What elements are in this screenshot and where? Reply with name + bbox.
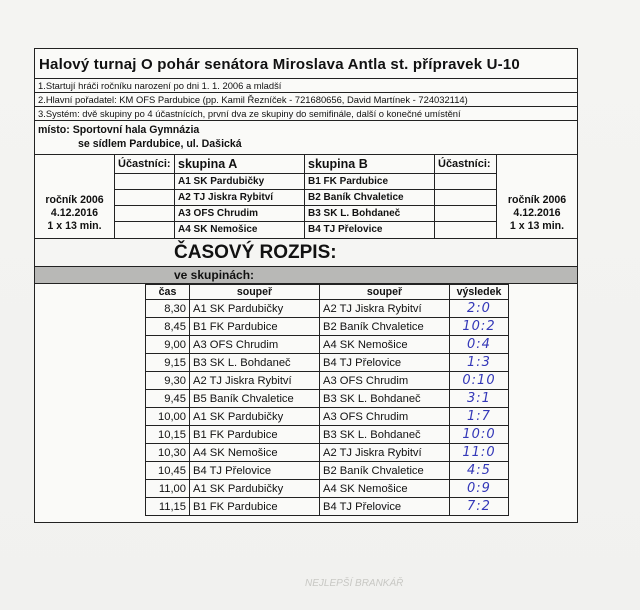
group-b-title: skupina B [305,155,434,174]
match-team1: B1 FK Pardubice [190,498,320,516]
group-a-team: A2 TJ Jiskra Rybitví [175,190,304,206]
match-result: 11:0 [450,444,509,462]
match-team1: A2 TJ Jiskra Rybitví [190,372,320,390]
match-team2: A3 OFS Chrudim [320,408,450,426]
info-line-3: 3.Systém: dvě skupiny po 4 účastnících, první dva ze skupiny do semifinále, další o konečné umístění [35,107,577,121]
venue-line-1: místo: Sportovní hala Gymnázia [38,124,200,136]
document-title: Halový turnaj O pohár senátora Miroslava Antla st. přípravek U-10 [35,49,577,79]
group-a-title: skupina A [175,155,304,174]
match-row [146,480,509,498]
schedule-heading: ČASOVÝ ROZPIS: [35,239,577,267]
participants-col-right [435,155,497,238]
info-line-1: 1.Startují hráči ročníku narození po dni 1. 1. 2006 a mladší [35,79,577,93]
group-a-team: A3 OFS Chrudim [175,206,304,222]
match-team2: B2 Baník Chvaletice [320,318,450,336]
group-b-team: B3 SK L. Bohdaneč [305,206,434,222]
match-row [146,498,509,516]
match-team1: A1 SK Pardubičky [190,408,320,426]
match-team1: A1 SK Pardubičky [190,300,320,318]
col-header-team2: soupeř [320,285,450,300]
match-result: 4:5 [450,462,509,480]
group-b-team: B1 FK Pardubice [305,174,434,190]
year-left: ročník 2006 4.12.2016 1 x 13 min. [45,194,104,232]
participants-label-right: Účastníci: [435,155,496,174]
match-time: 9,45 [146,390,190,408]
match-time: 10,00 [146,408,190,426]
groups-grid [35,155,577,239]
match-team1: A4 SK Nemošice [190,444,320,462]
year-right: ročník 2006 4.12.2016 1 x 13 min. [507,194,567,232]
participants-col-left [115,155,175,238]
match-row [146,300,509,318]
match-team1: B3 SK L. Bohdaneč [190,354,320,372]
participants-label-left: Účastníci: [115,155,174,174]
document [34,48,578,523]
match-time: 9,30 [146,372,190,390]
match-team2: A3 OFS Chrudim [320,372,450,390]
match-result: 10:2 [450,318,509,336]
match-schedule-table [145,284,509,516]
col-header-team1: soupeř [190,285,320,300]
match-team2: B3 SK L. Bohdaneč [320,426,450,444]
group-a-team: A4 SK Nemošice [178,224,258,235]
match-team2: A4 SK Nemošice [320,336,450,354]
match-row [146,336,509,354]
match-row [146,372,509,390]
match-team1: B4 TJ Přelovice [190,462,320,480]
match-row [146,462,509,480]
match-result: 0:9 [450,480,509,498]
match-team2: B4 TJ Přelovice [320,354,450,372]
match-team2: B4 TJ Přelovice [320,498,450,516]
match-result: 7:2 [450,498,509,516]
match-result: 1:7 [450,408,509,426]
left-year-col [35,155,115,238]
match-time: 10,45 [146,462,190,480]
match-result: 1:3 [450,354,509,372]
group-a-col [175,155,305,238]
match-team2: A4 SK Nemošice [320,480,450,498]
schedule-subheading: ve skupinách: [35,267,577,284]
table-header-row [146,285,509,300]
match-row [146,408,509,426]
match-team2: A2 TJ Jiskra Rybitví [320,444,450,462]
group-b-team: B4 TJ Přelovice [308,224,383,235]
match-team1: B1 FK Pardubice [190,426,320,444]
match-team2: B3 SK L. Bohdaneč [320,390,450,408]
match-team2: A2 TJ Jiskra Rybitví [320,300,450,318]
venue-block [35,121,577,155]
group-b-team: B2 Baník Chvaletice [305,190,434,206]
col-header-result: výsledek [450,285,509,300]
bleed-through-text: NEJLEPŠÍ BRANKÁŘ [305,578,404,589]
match-time: 11,00 [146,480,190,498]
match-result: 0:10 [450,372,509,390]
match-team1: A3 OFS Chrudim [190,336,320,354]
match-result: 0:4 [450,336,509,354]
match-result: 10:0 [450,426,509,444]
match-row [146,444,509,462]
match-row [146,390,509,408]
match-team1: B5 Baník Chvaletice [190,390,320,408]
col-header-time: čas [146,285,190,300]
group-b-col [305,155,435,238]
match-row [146,354,509,372]
match-team1: B1 FK Pardubice [190,318,320,336]
match-row [146,318,509,336]
match-result: 3:1 [450,390,509,408]
match-result: 2:0 [450,300,509,318]
match-time: 8,30 [146,300,190,318]
match-time: 11,15 [146,498,190,516]
match-time: 8,45 [146,318,190,336]
info-line-2: 2.Hlavní pořadatel: KM OFS Pardubice (pp. Kamil Řezníček - 721680656, David Martínek - 724032114) [35,93,577,107]
match-time: 9,00 [146,336,190,354]
match-row [146,426,509,444]
match-time: 9,15 [146,354,190,372]
match-time: 10,30 [146,444,190,462]
match-team1: A1 SK Pardubičky [190,480,320,498]
group-a-team: A1 SK Pardubičky [175,174,304,190]
match-team2: B2 Baník Chvaletice [320,462,450,480]
match-time: 10,15 [146,426,190,444]
venue-line-2: se sídlem Pardubice, ul. Dašická [78,138,242,150]
right-year-col [497,155,577,238]
